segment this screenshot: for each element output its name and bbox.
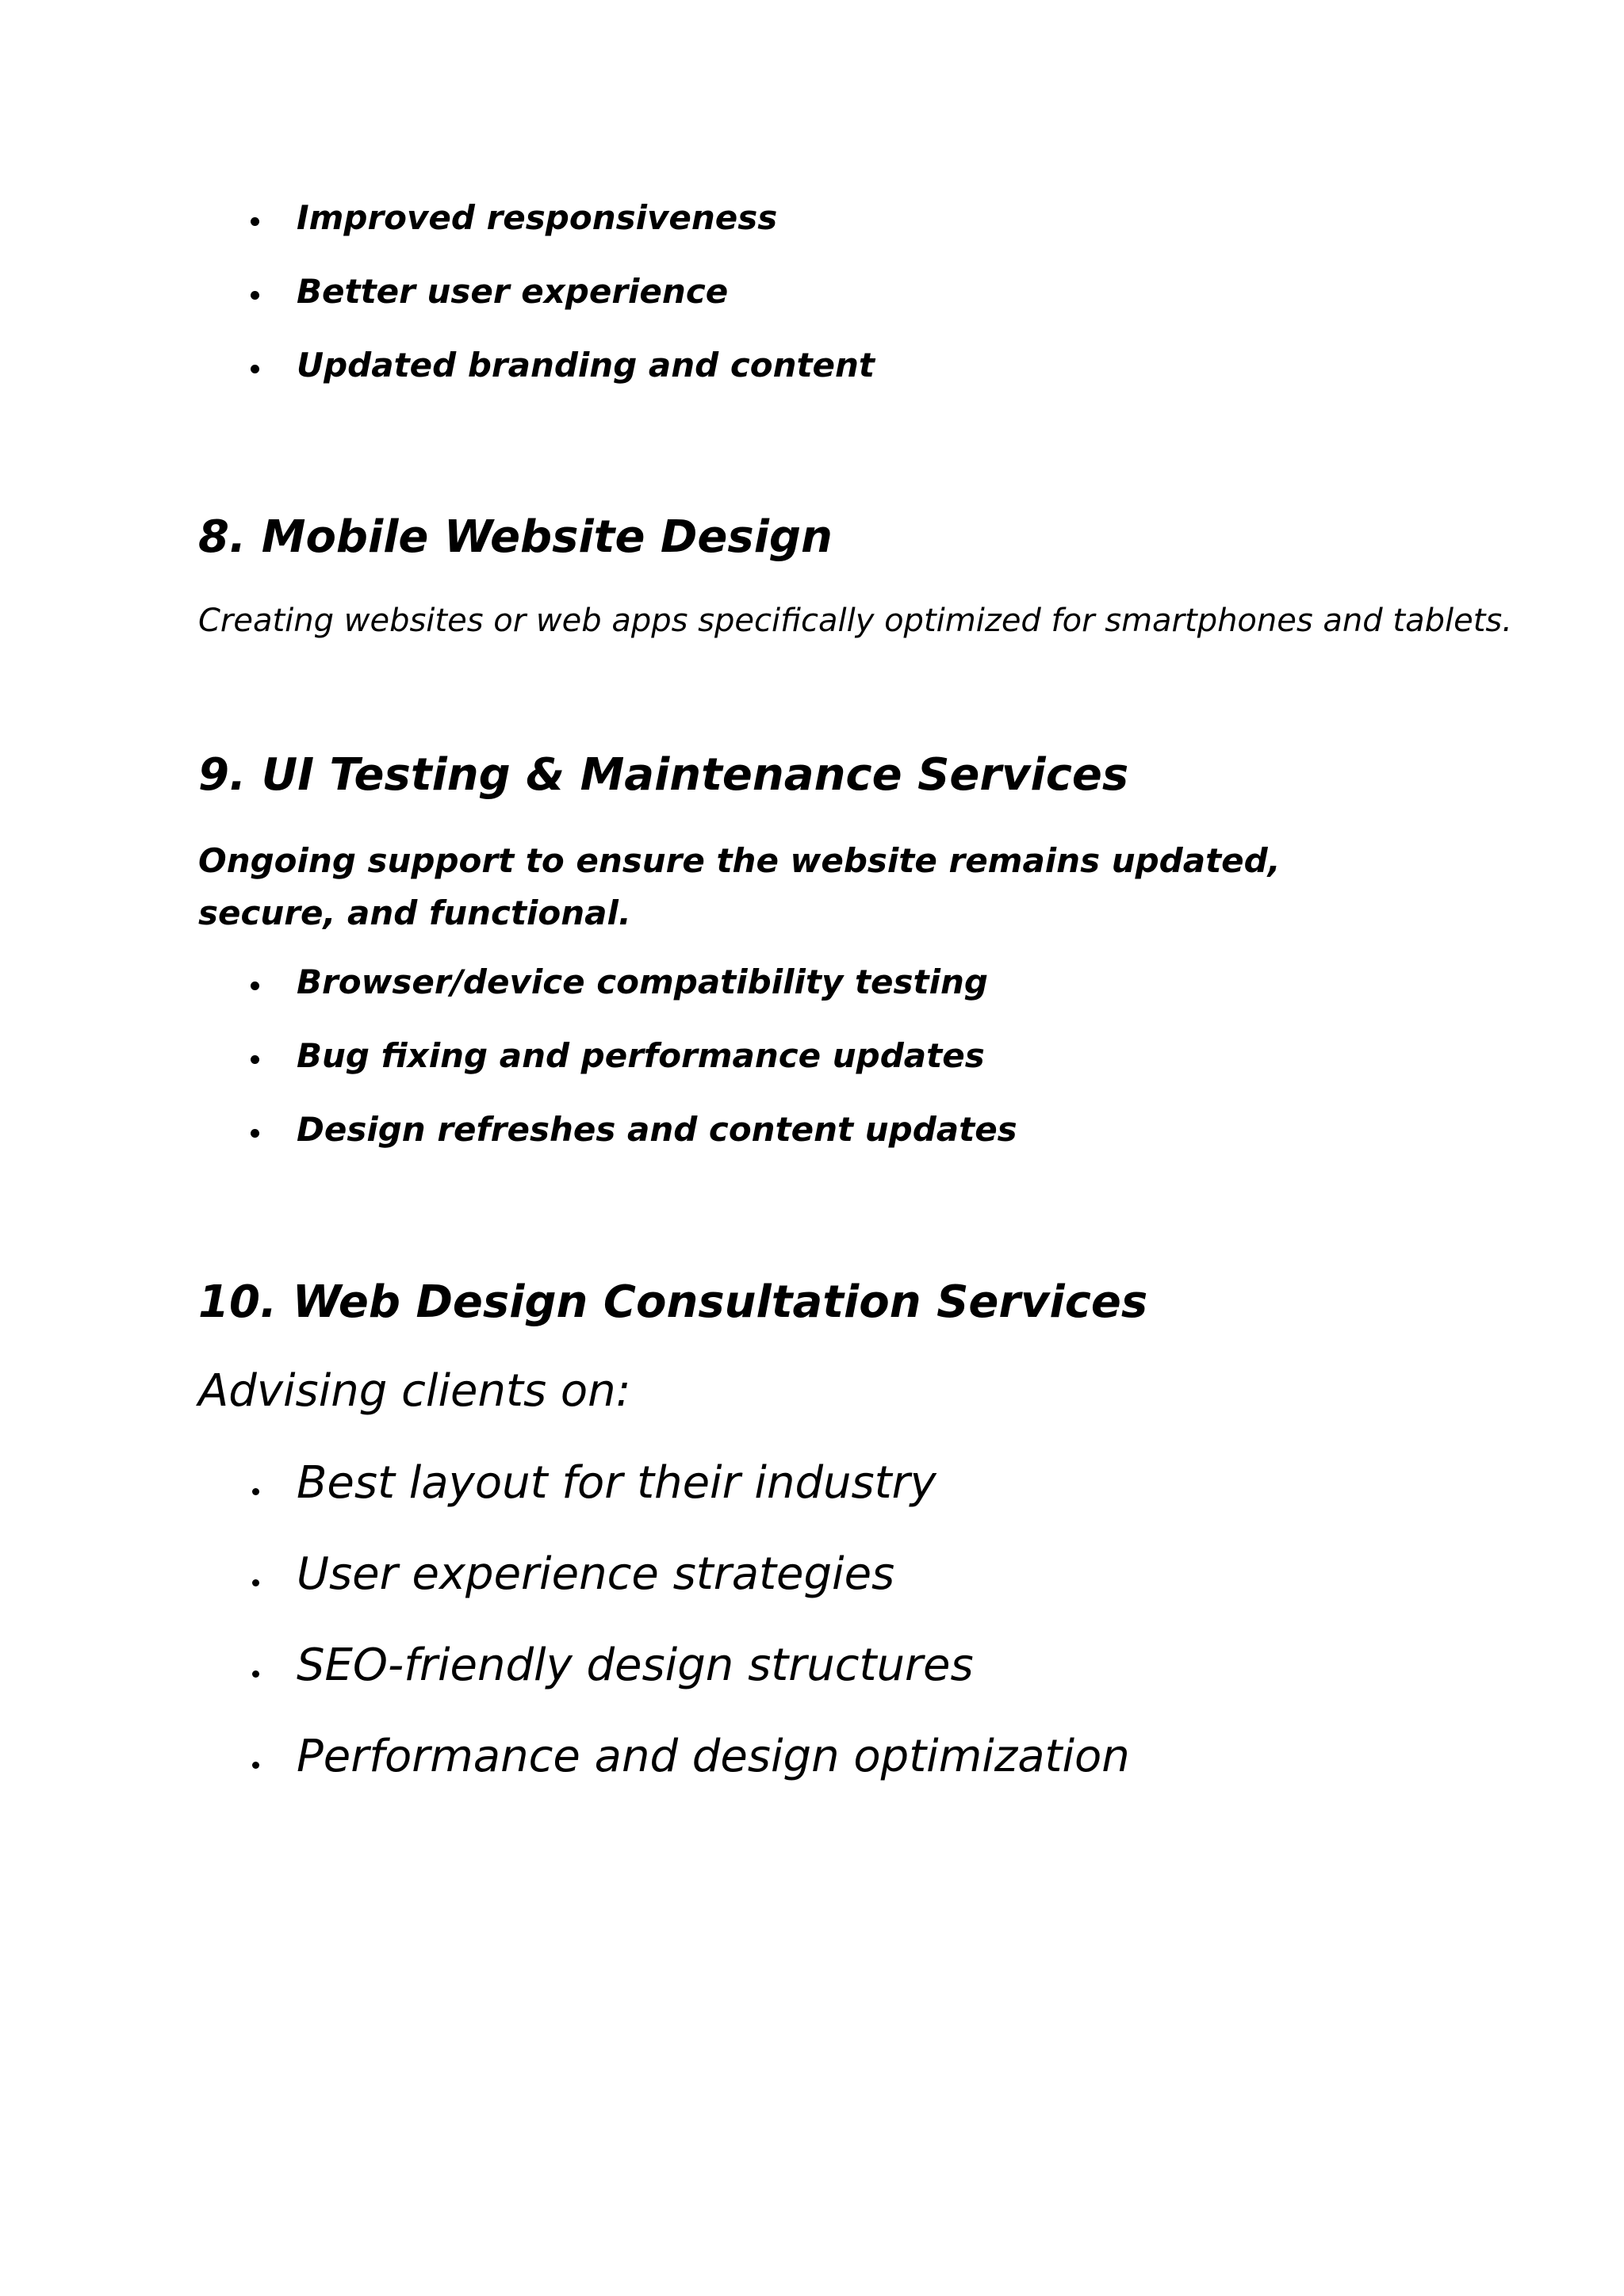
bullet [251, 982, 259, 990]
list-item: Browser/device compatibility testing [297, 962, 988, 1001]
bullet [251, 1055, 259, 1064]
list-item: Better user experience [297, 272, 729, 311]
list-item: Improved responsiveness [297, 198, 778, 237]
bullet [251, 365, 259, 373]
bullet [252, 1488, 259, 1495]
list-item: Best layout for their industry [297, 1457, 936, 1509]
bullet [252, 1762, 259, 1769]
bullet [251, 217, 259, 226]
section-description: Advising clients on: [198, 1365, 631, 1417]
section-description: Creating websites or web apps specifically optimized for smartphones and tablets. [198, 603, 1512, 639]
list-item: User experience strategies [297, 1548, 895, 1600]
list-item: Performance and design optimization [297, 1731, 1130, 1782]
bullet [251, 1129, 259, 1138]
section-heading: 8. Mobile Website Design [198, 511, 833, 563]
list-item: SEO-friendly design structures [297, 1640, 974, 1691]
section-heading: 9. UI Testing & Maintenance Services [198, 749, 1129, 801]
bullet [252, 1670, 259, 1678]
list-item: Updated branding and content [297, 346, 875, 385]
section-description: Ongoing support to ensure the website remains updated, secure, and functional. [198, 841, 1281, 932]
bullet [251, 291, 259, 300]
list-item: Design refreshes and content updates [297, 1110, 1017, 1149]
bullet [252, 1579, 259, 1586]
section-heading: 10. Web Design Consultation Services [198, 1276, 1148, 1328]
list-item: Bug fixing and performance updates [297, 1036, 985, 1075]
